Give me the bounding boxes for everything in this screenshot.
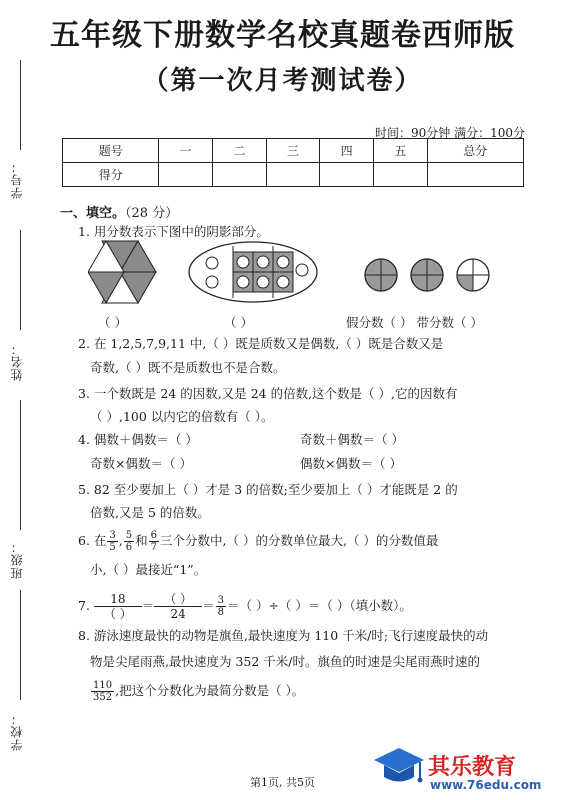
question-5-line-1: 5. 82 至少要加上（ ）才是 3 的倍数;至少要加上（ ）才能既是 2 的 bbox=[78, 482, 458, 497]
circles-figure bbox=[365, 259, 489, 291]
question-4-c: 奇数×偶数＝（ ） bbox=[90, 456, 192, 471]
question-7 bbox=[78, 592, 412, 621]
equals-sign: ＝ bbox=[141, 598, 155, 613]
fraction-3-5 bbox=[107, 530, 117, 553]
table-cell bbox=[320, 163, 374, 187]
fraction-blank-24 bbox=[154, 592, 202, 621]
table-cell: 一 bbox=[159, 139, 213, 163]
table-cell bbox=[427, 163, 524, 187]
fraction-110-352 bbox=[91, 680, 114, 703]
table-cell: 题号 bbox=[63, 139, 159, 163]
apple-icon bbox=[206, 276, 218, 288]
table-cell bbox=[159, 163, 213, 187]
q8-rest: ,把这个分数化为最简分数是（ ）。 bbox=[115, 683, 305, 698]
fraction-3-8 bbox=[216, 595, 226, 618]
score-table-header-row bbox=[63, 139, 524, 163]
apple-icon bbox=[206, 257, 218, 269]
question-2-line-2: 奇数,（ ）既不是质数也不是合数。 bbox=[90, 360, 286, 375]
question-4-b: 奇数＋偶数＝（ ） bbox=[300, 432, 404, 447]
apple-icon bbox=[237, 256, 249, 268]
denominator: 6 bbox=[125, 542, 133, 553]
question-8-line-1: 8. 游泳速度最快的动物是旗鱼,最快速度为 110 千米/时;飞行速度最快的动 bbox=[78, 628, 489, 643]
denominator: 8 bbox=[217, 607, 224, 618]
apple-icon bbox=[277, 256, 289, 268]
q6-post: 三个分数中,（ ）的分数单位最大,（ ）的分数值最 bbox=[160, 533, 439, 548]
student-id-label: 学号： bbox=[10, 160, 24, 199]
question-5-line-2: 倍数,又是 5 的倍数。 bbox=[90, 505, 210, 520]
table-cell bbox=[373, 163, 427, 187]
fraction-5-6 bbox=[124, 530, 134, 553]
question-4-d: 偶数×偶数＝（ ） bbox=[300, 456, 402, 471]
question-8-line-3 bbox=[90, 680, 304, 703]
score-table bbox=[62, 138, 524, 187]
table-cell: 三 bbox=[266, 139, 320, 163]
apple-icon bbox=[237, 276, 249, 288]
table-cell: 五 bbox=[373, 139, 427, 163]
section-points: （28 分） bbox=[125, 206, 179, 221]
q1-answer-blank-2[interactable]: （ ） bbox=[224, 315, 253, 330]
exam-time-info: 时间：90分钟 满分：100分 bbox=[375, 126, 525, 140]
comma: , bbox=[118, 533, 123, 548]
score-table-score-row bbox=[63, 163, 524, 187]
school-line bbox=[20, 590, 21, 700]
q6-prefix: 6. 在 bbox=[78, 533, 107, 548]
denominator: 7 bbox=[150, 542, 158, 553]
denominator: 352 bbox=[93, 692, 113, 703]
question-3-line-1: 3. 一个数既是 24 的因数,又是 24 的倍数,这个数是（ ）,它的因数有 bbox=[78, 386, 458, 401]
page-title: 五年级下册数学名校真题卷西师版 bbox=[50, 18, 515, 53]
numerator: 3 bbox=[217, 595, 224, 606]
class-line bbox=[20, 400, 21, 530]
question-2-line-1: 2. 在 1,2,5,7,9,11 中,（ ）既是质数又是偶数,（ ）既是合数又是 bbox=[78, 336, 444, 351]
section-title: 一、填空。 bbox=[60, 206, 126, 221]
section-heading bbox=[60, 202, 178, 221]
apple-icon bbox=[277, 276, 289, 288]
numerator: 3 bbox=[109, 530, 116, 541]
numerator: 18 bbox=[94, 592, 142, 607]
table-cell: 得分 bbox=[63, 163, 159, 187]
brand-logo-text: 其乐教育 bbox=[428, 755, 517, 780]
q7-rest: ＝（ ）÷（ ）＝（ ）（填小数）。 bbox=[226, 598, 412, 613]
q1-answer-blank-1[interactable]: （ ） bbox=[98, 315, 127, 330]
table-cell bbox=[213, 163, 267, 187]
hexagon-figure bbox=[88, 241, 156, 303]
numerator: 110 bbox=[93, 680, 113, 691]
question-6-line-2: 小,（ ）最接近“1”。 bbox=[90, 562, 207, 577]
question-number: 7. bbox=[78, 598, 90, 613]
denominator: 24 bbox=[170, 607, 186, 621]
graduation-cap-icon bbox=[372, 744, 426, 790]
page-number: 第1页, 共5页 bbox=[250, 776, 315, 789]
apple-icon bbox=[296, 264, 308, 276]
question-4-a: 4. 偶数＋偶数＝（ ） bbox=[78, 432, 198, 447]
question-6-line-1 bbox=[78, 530, 438, 553]
table-cell: 总分 bbox=[427, 139, 524, 163]
table-cell: 二 bbox=[213, 139, 267, 163]
class-label: 班级： bbox=[10, 540, 24, 579]
conjunction: 和 bbox=[135, 533, 148, 548]
equals-sign: ＝ bbox=[202, 598, 215, 613]
q1-answer-blank-3[interactable]: 假分数（ ） 带分数（ ） bbox=[346, 315, 483, 330]
numerator-blank[interactable]: （ ） bbox=[154, 592, 202, 607]
table-cell: 四 bbox=[320, 139, 374, 163]
page-subtitle: （第一次月考测试卷） bbox=[142, 66, 423, 96]
question-3-line-2: （ ）,100 以内它的倍数有（ ）。 bbox=[90, 409, 274, 424]
name-line bbox=[20, 230, 21, 330]
circle-shaded-quarter bbox=[457, 275, 473, 291]
apple-ellipse-figure bbox=[189, 242, 317, 302]
denominator-blank[interactable]: （ ） bbox=[103, 607, 132, 621]
school-label: 学校： bbox=[10, 712, 24, 751]
question-8-line-2: 物是尖尾雨燕,最快速度为 352 千米/时。旗鱼的时速是尖尾雨燕时速的 bbox=[90, 654, 480, 669]
table-cell bbox=[266, 163, 320, 187]
figures-q1 bbox=[88, 240, 508, 306]
name-label: 姓名： bbox=[10, 342, 24, 381]
apple-icon bbox=[257, 256, 269, 268]
numerator: 5 bbox=[125, 530, 133, 541]
numerator: 6 bbox=[150, 530, 158, 541]
brand-url[interactable]: www.76edu.com bbox=[430, 778, 542, 792]
question-1-text: 1. 用分数表示下图中的阴影部分。 bbox=[78, 224, 269, 239]
apple-icon bbox=[257, 276, 269, 288]
denominator: 5 bbox=[109, 542, 116, 553]
fraction-18-blank bbox=[94, 592, 142, 621]
fraction-6-7 bbox=[149, 530, 159, 553]
